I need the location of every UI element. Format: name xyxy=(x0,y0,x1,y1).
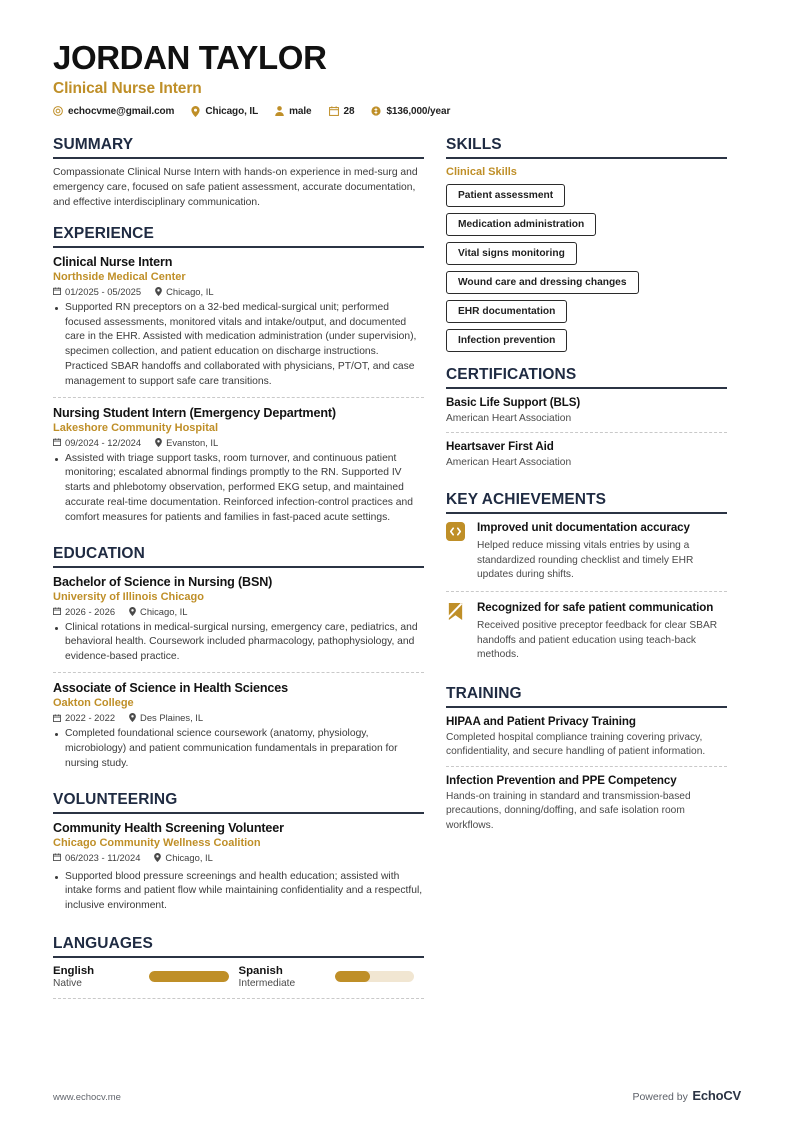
entry-institution: Oakton College xyxy=(53,697,134,710)
skill-chip[interactable]: EHR documentation xyxy=(446,300,567,323)
entry-dates-text: 01/2025 - 05/2025 xyxy=(65,285,142,297)
bullet-item: Supported blood pressure screenings and health education; assisted with intake forms and patient flow while maintaining confidentiality and a respectful, inclusive environment. xyxy=(53,870,424,914)
skill-chip[interactable]: Infection prevention xyxy=(446,329,567,352)
section-certifications xyxy=(446,366,727,477)
contact-gender xyxy=(275,106,311,117)
language-progress-bar xyxy=(149,971,229,982)
entry-location xyxy=(129,712,203,723)
contact-email-text: echocvme@gmail.com xyxy=(68,105,175,117)
entry-bullets xyxy=(53,870,424,914)
entry-location xyxy=(129,606,187,617)
footer-url[interactable]: www.echocv.me xyxy=(53,1092,121,1103)
achievement-description: Helped reduce missing vitals entries by using a standardized rounding checklist and timely EHR updates during shifts. xyxy=(477,540,694,581)
certification-issuer: American Heart Association xyxy=(446,457,572,469)
certification-name: Basic Life Support (BLS) xyxy=(446,395,581,409)
location-pin-icon xyxy=(155,438,162,447)
language-progress-fill xyxy=(149,971,229,982)
bullet-item: Assisted with triage support tasks, room turnover, and continuous patient monitoring; escalated abnormal findings promptly to the RN. Supported IV starts and phlebotomy observation, performed EKG setup, and maintained accurate real-time documentation. Reinforced infection-control practices and comfort measures for patients and families in fast-paced acute settings. xyxy=(53,452,424,526)
entry-location-text: Chicago, IL xyxy=(166,285,214,297)
skill-chip[interactable]: Vital signs monitoring xyxy=(446,242,577,265)
experience-entry xyxy=(53,397,424,533)
achievement-title: Improved unit documentation accuracy xyxy=(477,520,690,534)
entry-dates-text: 06/2023 - 11/2024 xyxy=(65,851,141,863)
contact-email xyxy=(53,106,174,117)
location-pin-icon xyxy=(191,106,200,117)
language-name: English xyxy=(53,964,95,977)
section-key-achievements xyxy=(446,491,727,671)
certification-item xyxy=(446,432,727,476)
location-pin-icon xyxy=(129,607,136,616)
entry-organization: Lakeshore Community Hospital xyxy=(53,421,219,434)
entry-location-text: Evanston, IL xyxy=(166,436,219,448)
training-name: HIPAA and Patient Privacy Training xyxy=(446,714,636,728)
location-pin-icon xyxy=(155,287,162,296)
training-description: Hands-on training in standard and transmission-based precautions, donning/doffing, and safe isolation room workflows. xyxy=(446,790,691,831)
entry-role: Clinical Nurse Intern xyxy=(53,254,173,269)
calendar-icon xyxy=(53,853,61,861)
entry-location-text: Chicago, IL xyxy=(165,851,213,863)
entry-dates xyxy=(53,606,115,617)
calendar-icon xyxy=(53,714,61,722)
section-rule xyxy=(446,387,727,389)
entry-location-text: Des Plaines, IL xyxy=(140,712,204,724)
entry-bullets xyxy=(53,301,424,390)
section-rule xyxy=(53,812,424,814)
page-title: JORDAN TAYLOR xyxy=(53,39,327,76)
entry-bullets xyxy=(53,621,424,665)
achievement-item xyxy=(446,591,727,671)
email-icon xyxy=(53,106,63,116)
entry-organization: Chicago Community Wellness Coalition xyxy=(53,836,261,849)
entry-meta xyxy=(53,606,424,617)
contact-gender-text: male xyxy=(289,105,312,117)
language-level: Intermediate xyxy=(238,977,296,989)
contact-location-text: Chicago, IL xyxy=(205,105,259,117)
section-rule xyxy=(53,956,424,958)
education-entry xyxy=(53,575,424,672)
bullet-item: Supported RN preceptors on a 32-bed medical-surgical unit; performed focused assessments, monitored vitals and intake/output, and documented care in the EHR. Assisted with medication administration (under supervision), specimen collection, and patient education on discharge instructions. Practiced SBAR handoffs and collaborated with physicians, PT/OT, and case management to support safe care transitions. xyxy=(53,301,424,390)
page-footer xyxy=(53,1087,741,1105)
volunteering-entry xyxy=(53,821,424,921)
entry-dates-text: 2026 - 2026 xyxy=(65,605,116,617)
achievement-item xyxy=(446,521,727,591)
left-column xyxy=(53,136,446,1003)
section-title-certifications: CERTIFICATIONS xyxy=(446,365,577,383)
entry-bullets xyxy=(53,452,424,526)
language-progress-fill xyxy=(335,971,371,982)
section-summary xyxy=(53,136,424,211)
section-rule xyxy=(446,157,727,159)
certification-item xyxy=(446,396,727,432)
contact-age xyxy=(329,106,355,117)
entry-meta xyxy=(53,852,424,863)
language-name: Spanish xyxy=(238,964,283,977)
entry-bullets xyxy=(53,727,424,771)
calendar-icon xyxy=(53,438,61,446)
section-title-summary: SUMMARY xyxy=(53,135,134,153)
section-title-key-achievements: KEY ACHIEVEMENTS xyxy=(446,490,607,508)
location-pin-icon xyxy=(129,713,136,722)
contact-age-text: 28 xyxy=(343,105,355,117)
training-item xyxy=(446,715,727,766)
training-description: Completed hospital compliance training covering privacy, confidentiality, and secure handling of patient information. xyxy=(446,731,706,758)
section-rule xyxy=(446,512,727,514)
language-labels xyxy=(239,965,335,989)
section-rule xyxy=(53,566,424,568)
resume-header xyxy=(53,40,741,117)
skills-group-title: Clinical Skills xyxy=(446,165,517,178)
contact-salary xyxy=(371,106,450,117)
entry-meta xyxy=(53,286,424,297)
entry-institution: University of Illinois Chicago xyxy=(53,590,204,603)
entry-degree: Bachelor of Science in Nursing (BSN) xyxy=(53,574,273,589)
entry-meta xyxy=(53,437,424,448)
section-title-volunteering: VOLUNTEERING xyxy=(53,790,178,808)
entry-location xyxy=(155,286,213,297)
section-training xyxy=(446,685,727,839)
education-entry xyxy=(53,672,424,778)
contact-salary-text: $136,000/year xyxy=(386,105,451,117)
footer-brand: EchoCV xyxy=(692,1088,741,1103)
right-column xyxy=(446,136,727,843)
entry-dates xyxy=(53,437,141,448)
header-contact-row xyxy=(53,106,741,117)
section-skills xyxy=(446,136,727,352)
entry-role: Community Health Screening Volunteer xyxy=(53,820,284,835)
section-languages xyxy=(53,935,424,999)
bullet-item: Completed foundational science coursework (anatomy, physiology, microbiology) and patient communication fundamentals in preparation for nursing study. xyxy=(53,727,424,771)
contact-location xyxy=(191,106,258,117)
location-pin-icon xyxy=(154,853,161,862)
entry-dates xyxy=(53,286,141,297)
skill-chip[interactable]: Wound care and dressing changes xyxy=(446,271,639,294)
language-item xyxy=(53,965,239,989)
calendar-icon xyxy=(53,287,61,295)
certification-issuer: American Heart Association xyxy=(446,412,572,424)
section-title-languages: LANGUAGES xyxy=(53,934,153,952)
training-item xyxy=(446,766,727,839)
achievement-body xyxy=(477,521,727,583)
language-level: Native xyxy=(53,977,82,989)
summary-text: Compassionate Clinical Nurse Intern with hands-on experience in med-surg and emergency care, focused on safe patient assessment, accurate documentation, and effective interdisciplinary communication. xyxy=(53,166,418,208)
entry-dates-text: 09/2024 - 12/2024 xyxy=(65,436,142,448)
section-title-experience: EXPERIENCE xyxy=(53,224,154,242)
person-icon xyxy=(275,106,284,116)
training-name: Infection Prevention and PPE Competency xyxy=(446,773,677,787)
entry-organization: Northside Medical Center xyxy=(53,270,186,283)
entry-dates xyxy=(53,852,140,863)
entry-location xyxy=(155,437,218,448)
coin-icon xyxy=(371,106,381,116)
section-rule xyxy=(53,157,424,159)
skills-chip-list xyxy=(446,184,727,352)
achievement-body xyxy=(477,601,727,663)
section-rule xyxy=(446,706,727,708)
section-title-education: EDUCATION xyxy=(53,544,145,562)
footer-powered-label: Powered by xyxy=(632,1091,688,1103)
language-progress-bar xyxy=(335,971,415,982)
achievement-description: Received positive preceptor feedback for clear SBAR handoffs and patient education using teach-back methods. xyxy=(477,620,718,661)
entry-role: Nursing Student Intern (Emergency Department) xyxy=(53,405,336,420)
language-labels xyxy=(53,965,149,989)
section-education xyxy=(53,545,424,779)
language-item xyxy=(239,965,425,989)
skill-chip[interactable]: Patient assessment xyxy=(446,184,565,207)
section-experience xyxy=(53,225,424,533)
entry-dates xyxy=(53,712,115,723)
entry-meta xyxy=(53,712,424,723)
entry-degree: Associate of Science in Health Sciences xyxy=(53,681,288,696)
code-brackets-icon xyxy=(446,521,468,583)
bullet-item: Clinical rotations in medical-surgical nursing, emergency care, pediatrics, and behavioral health. Coursework included pharmacology, pathophysiology, and evidence-based practice. xyxy=(53,621,424,665)
calendar-icon xyxy=(53,607,61,615)
entry-location-text: Chicago, IL xyxy=(140,605,188,617)
languages-divider xyxy=(53,998,424,999)
section-rule xyxy=(53,246,424,248)
languages-list xyxy=(53,965,424,989)
experience-entry xyxy=(53,255,424,397)
footer-powered-by xyxy=(632,1087,741,1105)
calendar-icon xyxy=(329,106,339,116)
entry-dates-text: 2022 - 2022 xyxy=(65,712,116,724)
section-title-skills: SKILLS xyxy=(446,135,502,153)
certification-name: Heartsaver First Aid xyxy=(446,440,554,454)
achievement-title: Recognized for safe patient communication xyxy=(477,600,714,614)
resume-columns xyxy=(53,136,741,1003)
section-volunteering xyxy=(53,791,424,921)
bookmark-ribbon-icon xyxy=(446,601,468,663)
section-title-training: TRAINING xyxy=(446,684,522,702)
header-job-title: Clinical Nurse Intern xyxy=(53,79,202,97)
entry-location xyxy=(154,852,212,863)
skill-chip[interactable]: Medication administration xyxy=(446,213,596,236)
